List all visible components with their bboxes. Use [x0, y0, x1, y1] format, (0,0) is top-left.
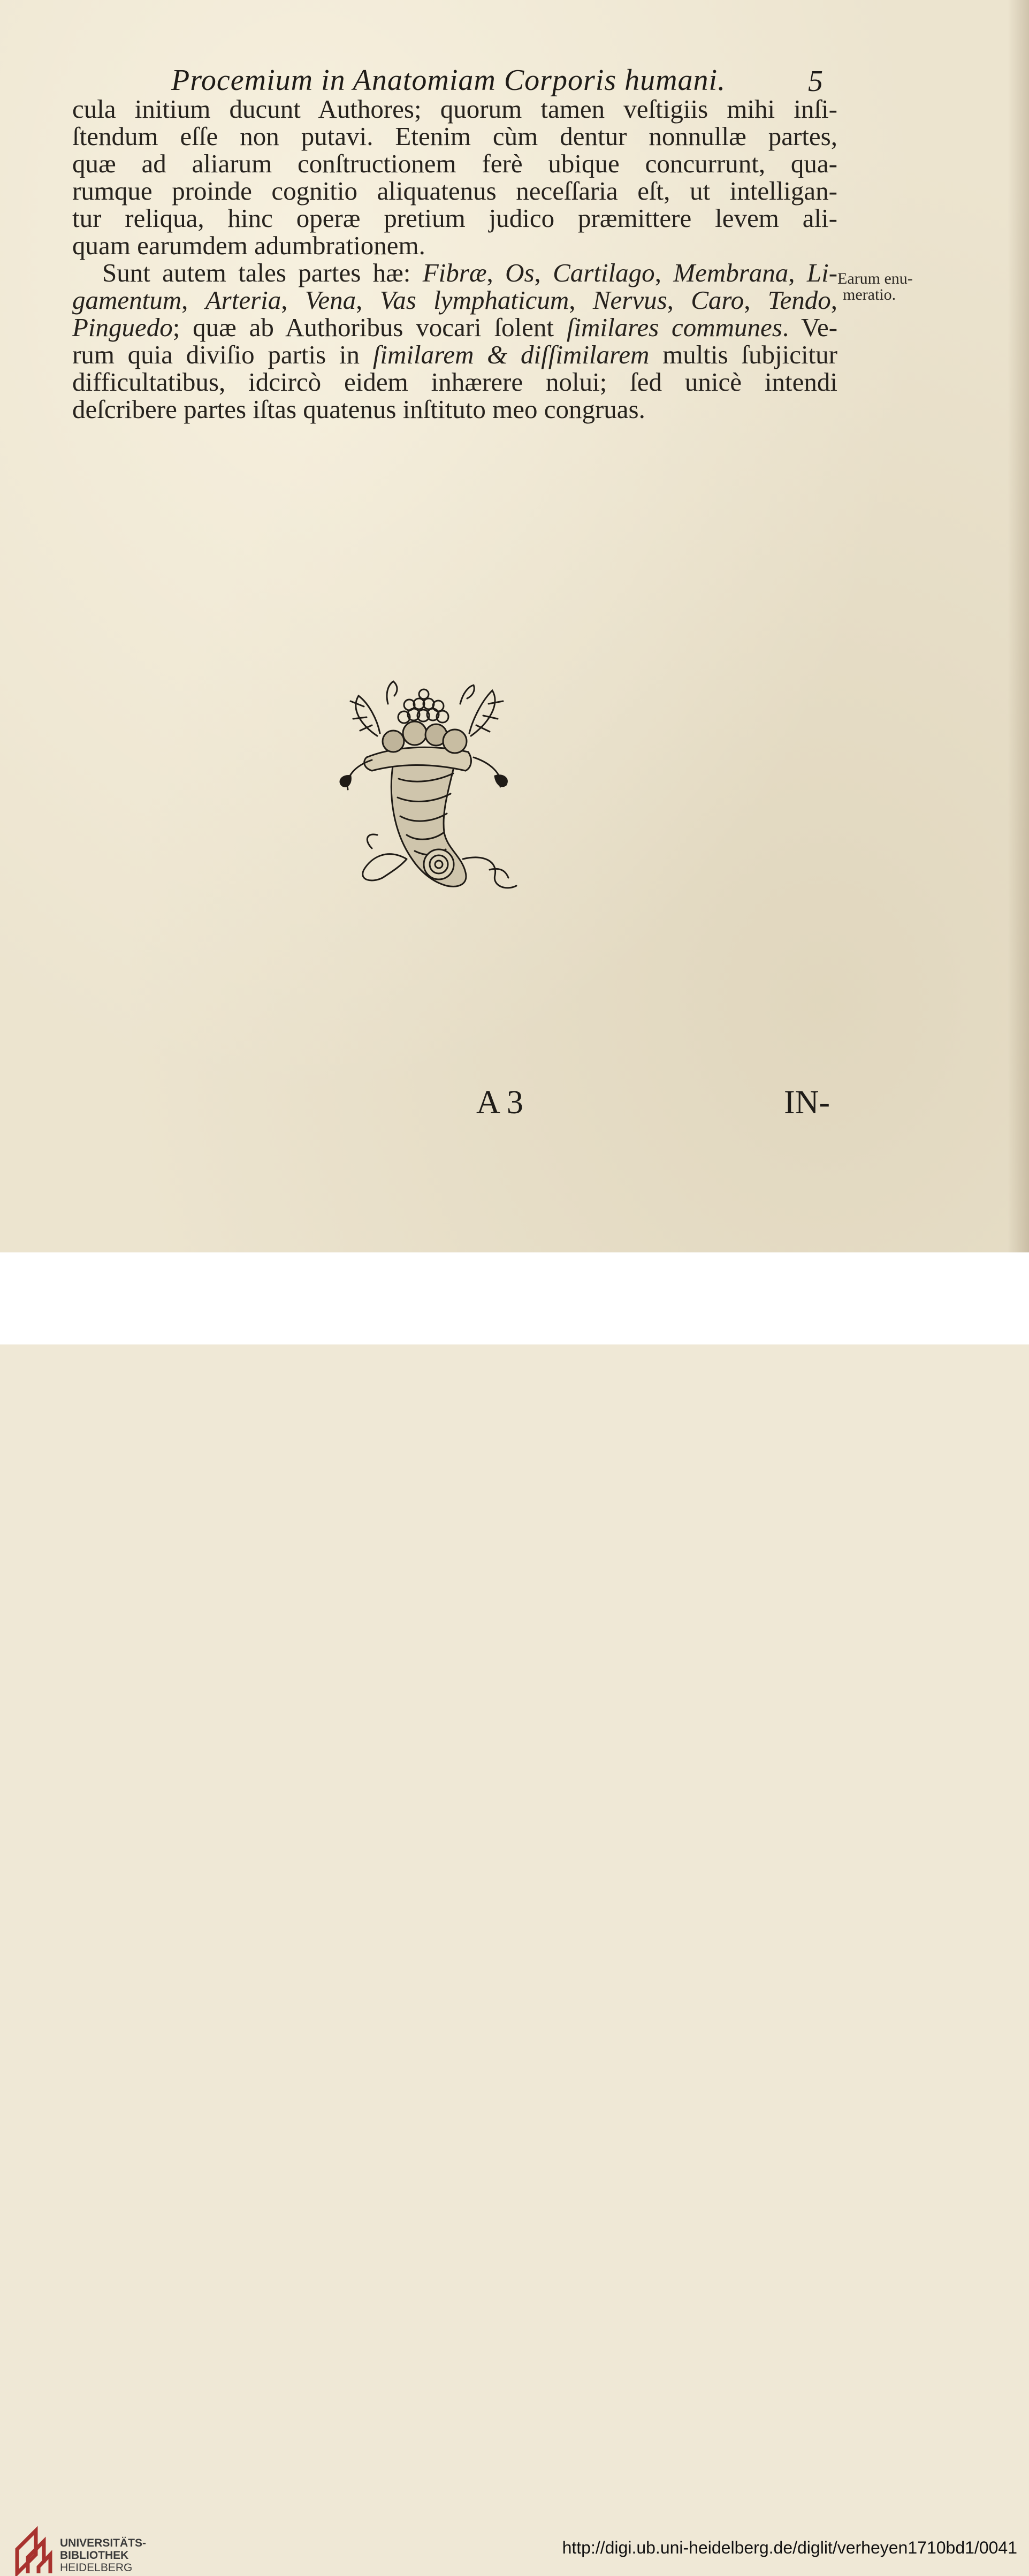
text-segment: , [356, 285, 380, 315]
italic-term: Os [505, 258, 535, 287]
running-head: Procemium in Anatomiam Corporis humani. [171, 64, 726, 97]
text-line [72, 204, 837, 232]
text-segment: , [281, 285, 305, 315]
page-edge-shadow [1008, 0, 1029, 1252]
text-segment: difficultatibus, idcircò eidem inhærere nolui; ſed unicè intendi [72, 367, 837, 397]
text-line [72, 368, 837, 396]
library-logo-icon [12, 2525, 55, 2576]
page-number: 5 [808, 65, 823, 98]
body-text [72, 95, 837, 423]
text-line [72, 396, 837, 423]
text-segment: Sunt autem tales partes hæ: [102, 258, 423, 287]
italic-term: ſimilares communes [566, 313, 782, 342]
text-segment: , [744, 285, 768, 315]
signature-mark: A 3 [476, 1084, 523, 1121]
text-segment: ſtendum eſſe non putavi. Etenim cùm dentur nonnullæ partes, [72, 121, 837, 151]
scanned-page [0, 0, 1029, 1252]
italic-term: gamentum [72, 285, 182, 315]
italic-term: Tendo [767, 285, 831, 315]
text-line [72, 314, 837, 341]
text-line [72, 150, 837, 177]
text-segment: tur reliqua, hinc operæ pretium judico præmittere levem ali- [72, 203, 837, 233]
italic-term: Caro [691, 285, 744, 315]
text-segment: quam earumdem adumbrationem. [72, 231, 425, 260]
text-line [72, 341, 837, 368]
logo-line: HEIDELBERG [60, 2562, 133, 2574]
italic-term: Membrana [673, 258, 789, 287]
italic-term: Cartilago [553, 258, 655, 287]
text-segment: , [830, 285, 838, 315]
logo-line: UNIVERSITÄTS- [60, 2537, 147, 2549]
text-segment: , [569, 285, 593, 315]
italic-term: Fibræ [422, 258, 487, 287]
text-segment: multis ſubjicitur [649, 340, 837, 369]
italic-term: ſimilarem & diſſimilarem [372, 340, 650, 369]
italic-term: Li- [806, 258, 838, 287]
library-logo-text [60, 2537, 199, 2574]
italic-term: Vena [304, 285, 356, 315]
text-segment: , [181, 285, 205, 315]
source-url-link[interactable]: http://digi.ub.uni-heidelberg.de/diglit/verheyen1710bd1/0041 [562, 2538, 1017, 2557]
text-segment: , [667, 285, 691, 315]
text-segment: deſcribere partes iſtas quatenus inſtituto meo congruas. [72, 394, 645, 424]
cornucopia-ornament [313, 672, 548, 907]
text-line [72, 232, 837, 259]
text-line [72, 123, 837, 150]
text-segment: . Ve- [782, 313, 838, 342]
text-segment: , [654, 258, 674, 287]
text-segment: ; quæ ab Authoribus vocari ſolent [172, 313, 567, 342]
italic-term: Pinguedo [72, 313, 173, 342]
footer-bar [0, 1252, 1029, 2574]
marginal-note-line: Earum enu- [837, 270, 913, 287]
text-segment: rumque proinde cognitio aliquatenus neceſſaria eſt, ut intelligan- [72, 176, 837, 206]
marginal-note [837, 271, 944, 303]
text-segment: quæ ad aliarum conſtructionem ferè ubique concurrunt, qua- [72, 149, 837, 178]
marginal-note-line: meratio. [843, 286, 896, 303]
text-line [72, 286, 837, 314]
text-segment: rum quia diviſio partis in [72, 340, 373, 369]
text-segment: , [486, 258, 506, 287]
catchword: IN- [784, 1084, 830, 1121]
italic-term: Arteria [205, 285, 281, 315]
text-segment: , [534, 258, 553, 287]
text-line [72, 259, 837, 286]
text-line [72, 177, 837, 204]
text-segment: cula initium ducunt Authores; quorum tamen veſtigiis mihi inſi- [72, 94, 837, 124]
logo-line: BIBLIOTHEK [60, 2549, 129, 2562]
italic-term: Vas lymphaticum [379, 285, 569, 315]
text-line [72, 95, 837, 123]
italic-term: Nervus [592, 285, 667, 315]
text-segment: , [788, 258, 807, 287]
